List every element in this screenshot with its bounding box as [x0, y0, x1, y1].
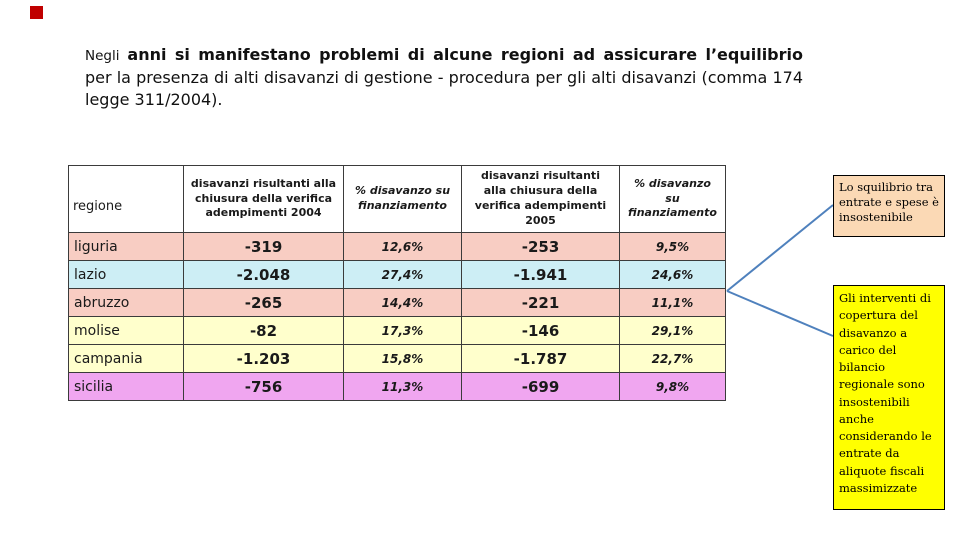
header-disavanzi-2004: disavanzi risultanti alla chiusura della verifica adempimenti 2004 [184, 166, 344, 233]
connector-line-top [727, 205, 833, 291]
cell-regione: abruzzo [69, 289, 184, 317]
table-row [69, 373, 726, 401]
header-perc-2004: % disavanzo su finanziamento [344, 166, 462, 233]
table-row [69, 261, 726, 289]
connector-line-bottom [727, 291, 833, 336]
table-row [69, 345, 726, 373]
header-disavanzi-2005: disavanzi risultanti alla chiusura della verifica adempimenti 2005 [462, 166, 620, 233]
header-regione: regione [69, 166, 184, 233]
callout-squilibrio [833, 175, 945, 237]
regions-table [68, 165, 726, 401]
intro-lead: Negli [85, 48, 120, 64]
callout-squilibrio-text: Lo squilibrio tra entrate e spese è insostenibile [839, 180, 939, 224]
cell-disavanzo-2005: -699 [462, 373, 620, 401]
cell-perc-2005: 9,5% [620, 233, 726, 261]
cell-disavanzo-2004: -2.048 [184, 261, 344, 289]
intro-text [85, 44, 803, 112]
intro-rest: per la presenza di alti disavanzi di gestione - procedura per gli alti disavanzi (comma 174 legge 311/2004). [85, 67, 803, 110]
cell-perc-2004: 12,6% [344, 233, 462, 261]
cell-perc-2004: 14,4% [344, 289, 462, 317]
cell-perc-2005: 11,1% [620, 289, 726, 317]
cell-disavanzo-2005: -1.787 [462, 345, 620, 373]
cell-perc-2005: 24,6% [620, 261, 726, 289]
callout-interventi-text: Gli interventi di copertura del disavanzo a carico del bilancio regionale sono insostenibili anche considerando le entrate da aliquote fiscali massimizzate [839, 291, 932, 495]
cell-disavanzo-2005: -1.941 [462, 261, 620, 289]
cell-perc-2004: 15,8% [344, 345, 462, 373]
header-perc-2005: % disavanzo su finanziamento [620, 166, 726, 233]
table-header-row [69, 166, 726, 233]
cell-perc-2005: 9,8% [620, 373, 726, 401]
callout-interventi [833, 285, 945, 510]
cell-perc-2004: 27,4% [344, 261, 462, 289]
bullet-marker [30, 6, 43, 19]
cell-perc-2005: 29,1% [620, 317, 726, 345]
intro-bold: anni si manifestano problemi di alcune regioni ad assicurare l’equilibrio [127, 45, 803, 64]
table-row [69, 317, 726, 345]
cell-regione: campania [69, 345, 184, 373]
cell-disavanzo-2005: -253 [462, 233, 620, 261]
cell-perc-2004: 11,3% [344, 373, 462, 401]
cell-disavanzo-2004: -265 [184, 289, 344, 317]
cell-regione: sicilia [69, 373, 184, 401]
cell-disavanzo-2005: -221 [462, 289, 620, 317]
cell-perc-2005: 22,7% [620, 345, 726, 373]
cell-regione: lazio [69, 261, 184, 289]
cell-disavanzo-2005: -146 [462, 317, 620, 345]
table-row [69, 289, 726, 317]
table-row [69, 233, 726, 261]
cell-disavanzo-2004: -82 [184, 317, 344, 345]
cell-disavanzo-2004: -756 [184, 373, 344, 401]
cell-regione: liguria [69, 233, 184, 261]
cell-disavanzo-2004: -319 [184, 233, 344, 261]
cell-regione: molise [69, 317, 184, 345]
cell-perc-2004: 17,3% [344, 317, 462, 345]
cell-disavanzo-2004: -1.203 [184, 345, 344, 373]
